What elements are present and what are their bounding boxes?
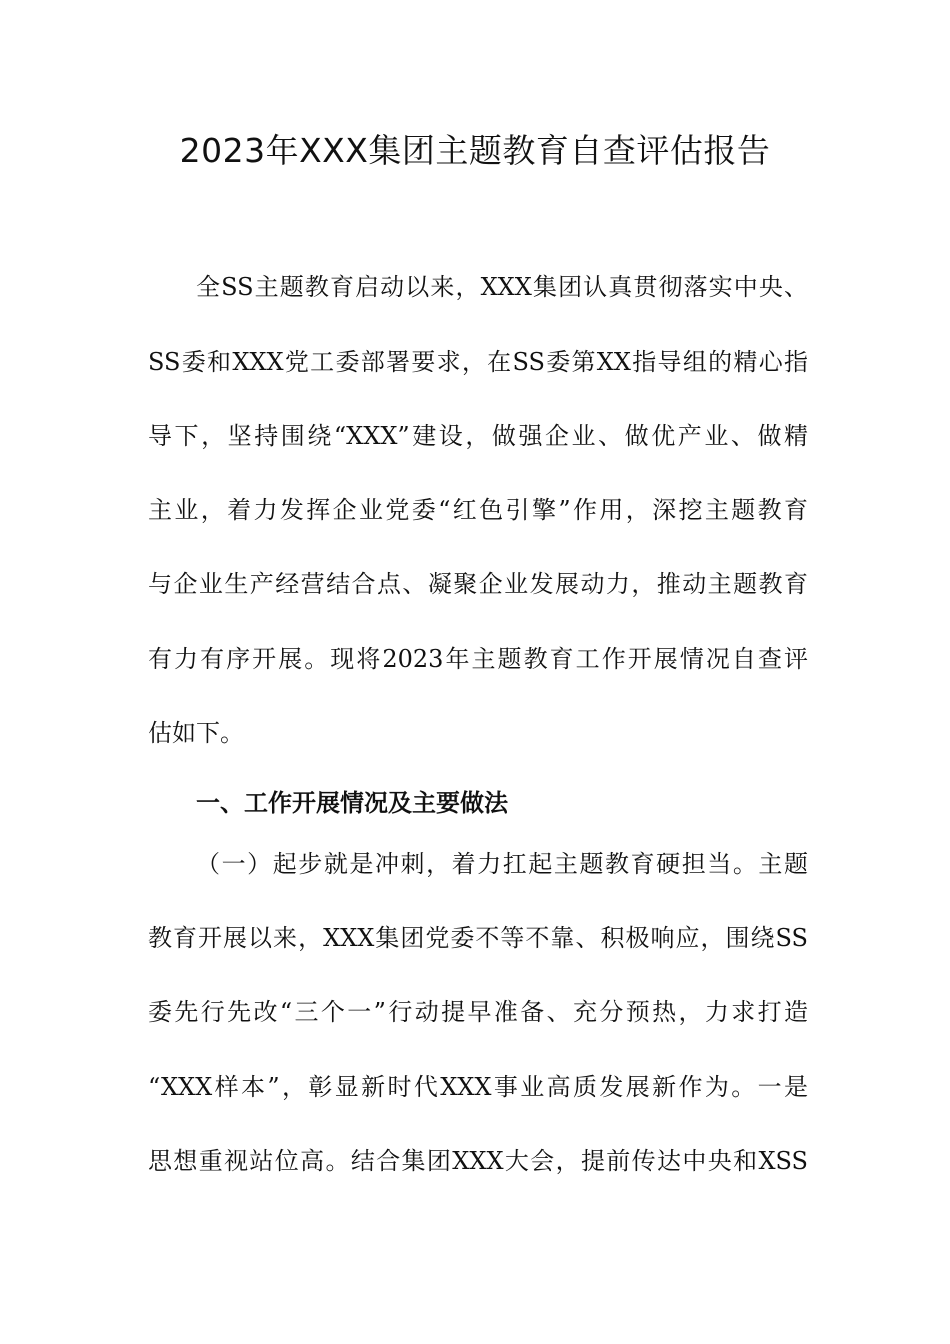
paragraph-line: 与企业生产经营结合点、凝聚企业发展动力，推动主题教育 xyxy=(148,570,808,598)
paragraph-line: SS委和XXX党工委部署要求，在SS委第XX指导组的精心指 xyxy=(148,348,808,376)
paragraph-line: （一）起步就是冲刺，着力扛起主题教育硬担当。主题 xyxy=(196,850,808,878)
paragraph-line: 有力有序开展。现将2023年主题教育工作开展情况自查评 xyxy=(148,645,808,673)
paragraph-line: 主业，着力发挥企业党委“红色引擎”作用，深挖主题教育 xyxy=(148,496,808,524)
paragraph-line: 导下，坚持围绕“XXX”建设，做强企业、做优产业、做精 xyxy=(148,422,808,450)
paragraph-line: 教育开展以来，XXX集团党委不等不靠、积极响应，围绕SS xyxy=(148,924,808,952)
paragraph-line: 全SS主题教育启动以来，XXX集团认真贯彻落实中央、 xyxy=(196,273,808,301)
paragraph-line: 委先行先改“三个一”行动提早准备、充分预热，力求打造 xyxy=(148,998,808,1026)
paragraph-line: 估如下。 xyxy=(148,719,244,747)
paragraph-line: “XXX样本”，彰显新时代XXX事业高质发展新作为。一是 xyxy=(148,1073,808,1101)
section-heading: 一、工作开展情况及主要做法 xyxy=(196,789,508,817)
document-title: 2023年XXX集团主题教育自查评估报告 xyxy=(179,131,771,170)
paragraph-line: 思想重视站位高。结合集团XXX大会，提前传达中央和XSS xyxy=(148,1147,808,1175)
